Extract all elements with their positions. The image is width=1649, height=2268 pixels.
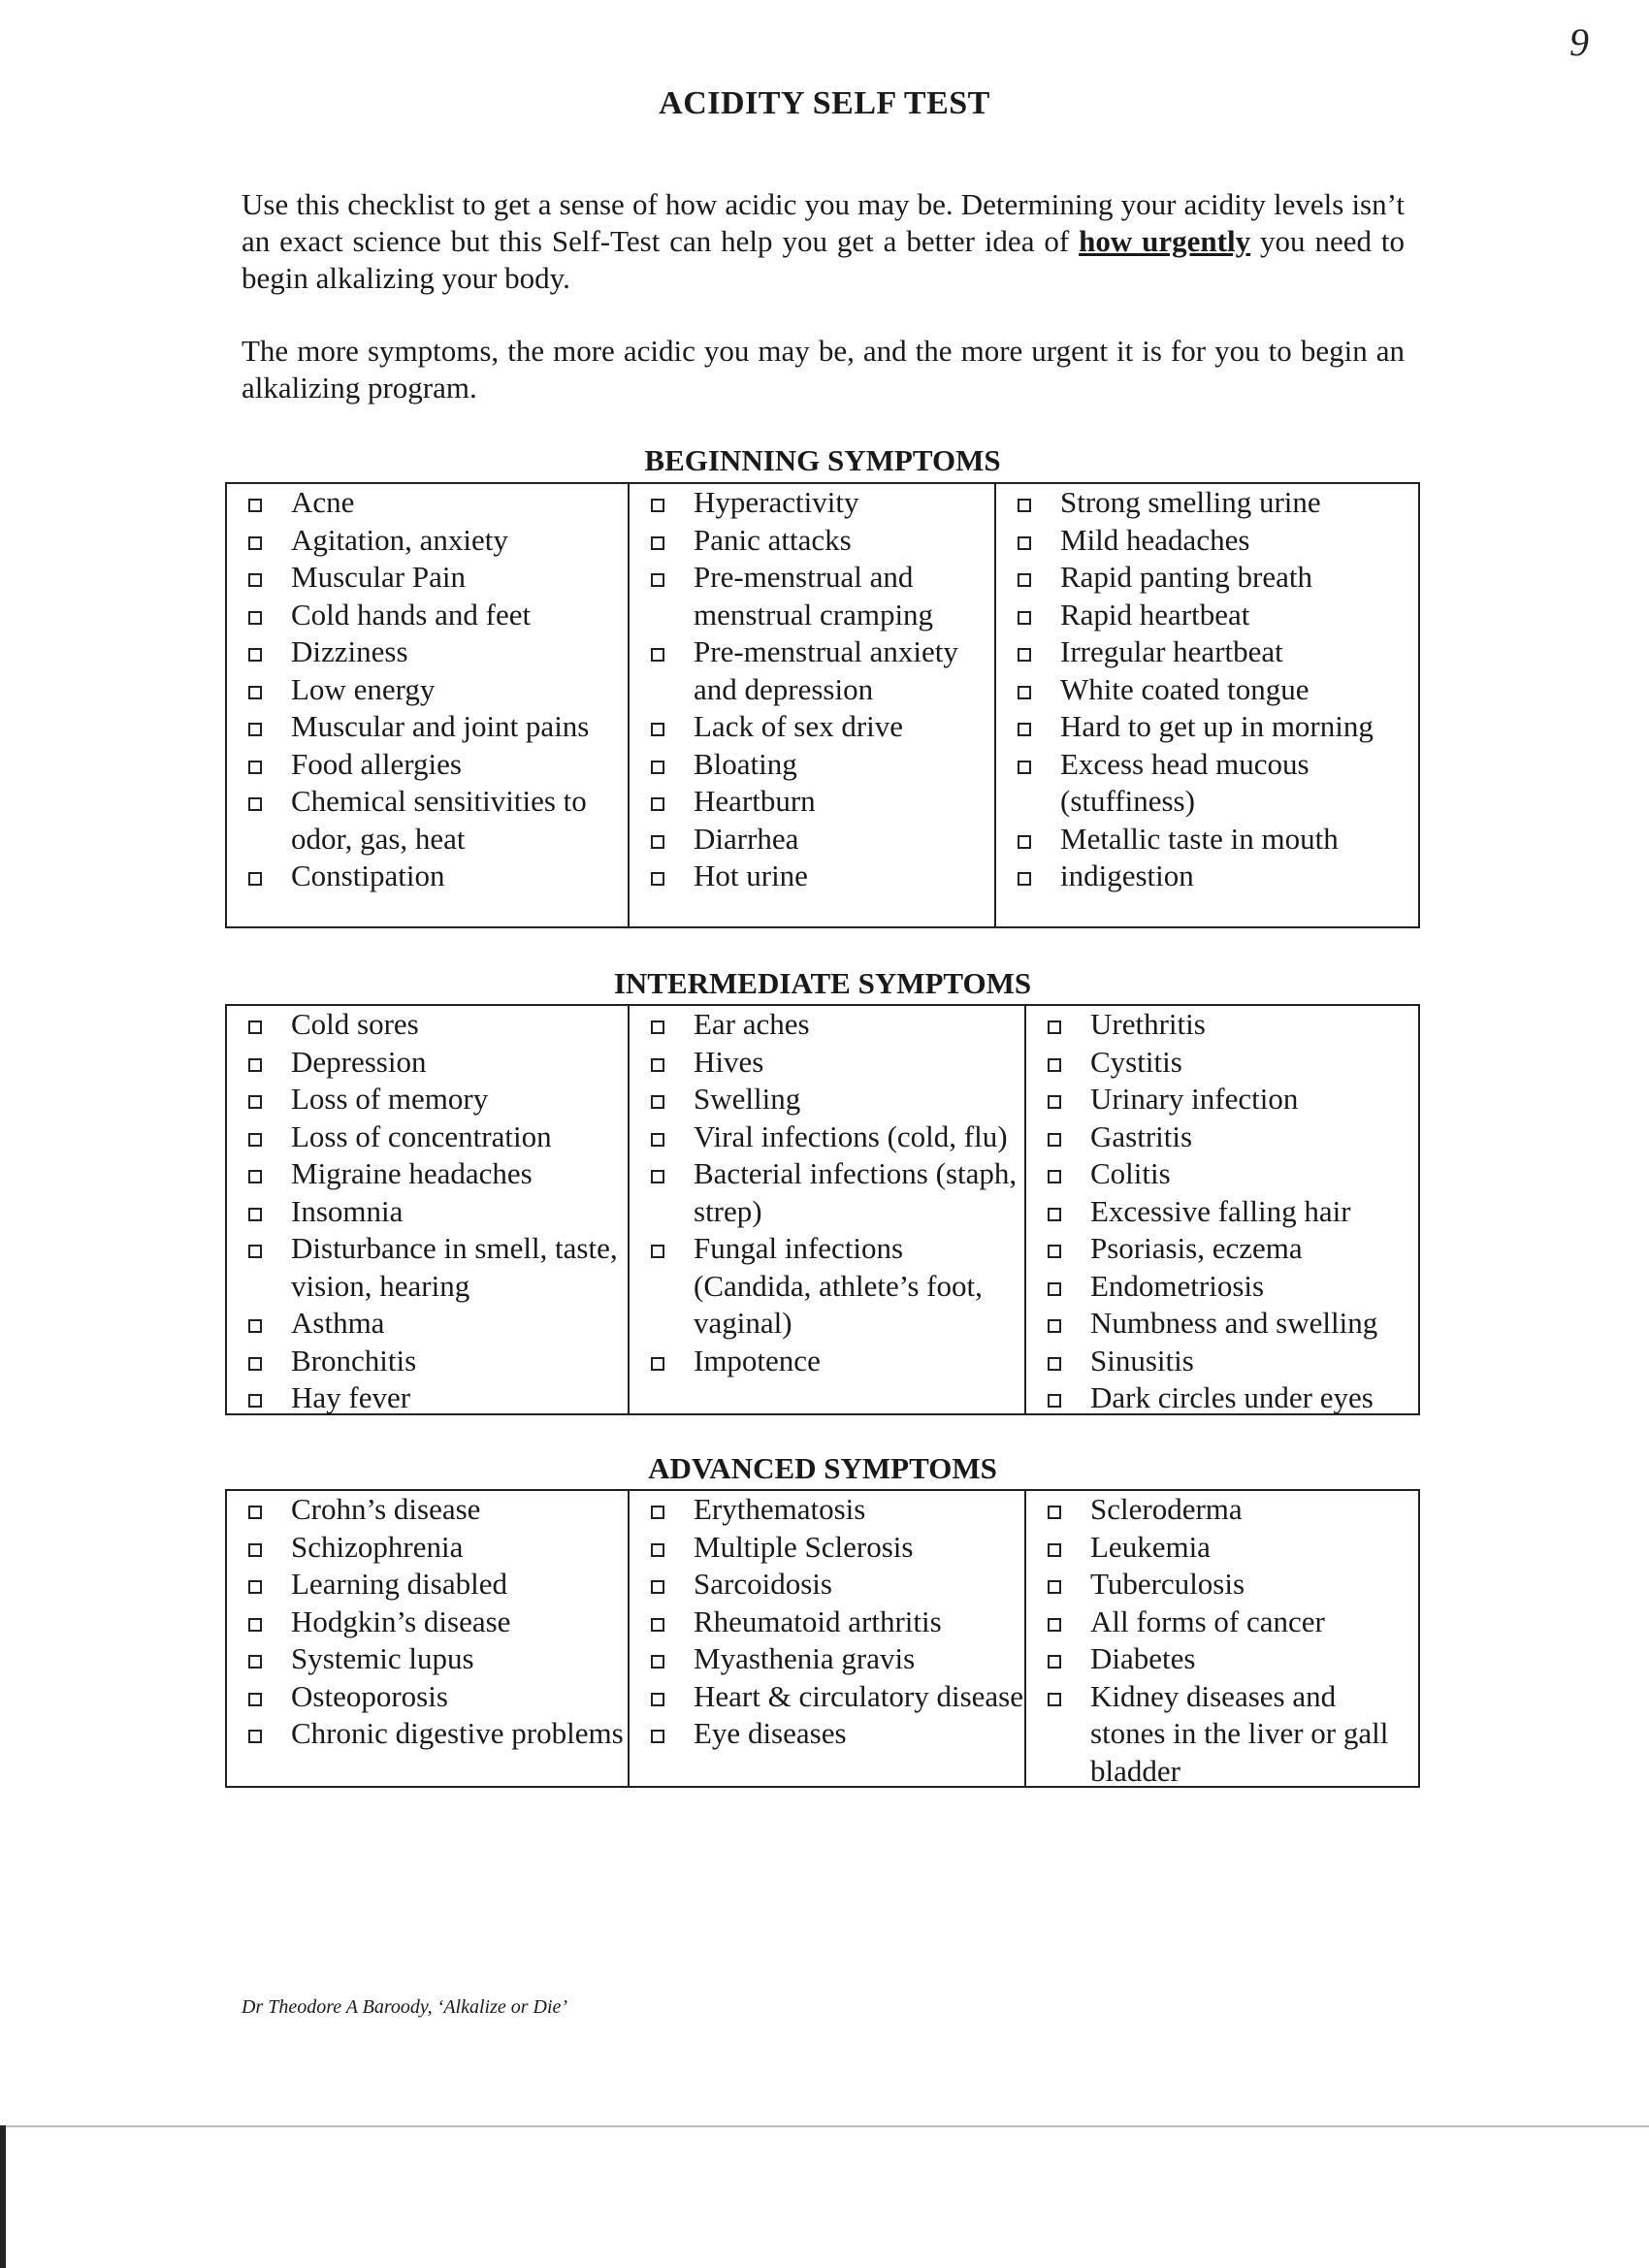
symptom-label: Endometriosis	[1090, 1268, 1265, 1303]
symptom-item	[241, 522, 628, 560]
symptom-label: Excessive falling hair	[1090, 1193, 1351, 1228]
symptom-item	[1040, 1604, 1418, 1641]
checkbox-icon[interactable]	[248, 499, 262, 512]
checkbox-icon[interactable]	[651, 499, 664, 512]
symptom-label: Agitation, anxiety	[291, 522, 508, 557]
checkbox-icon[interactable]	[248, 1394, 262, 1408]
checkbox-icon[interactable]	[248, 1693, 262, 1706]
symptom-label: Pre-menstrual and menstrual cramping	[694, 560, 934, 632]
checkbox-icon[interactable]	[1048, 1357, 1061, 1371]
symptom-label: Acne	[291, 485, 355, 519]
checkbox-icon[interactable]	[1048, 1580, 1061, 1594]
checkbox-icon[interactable]	[1048, 1208, 1061, 1221]
symptom-label: Bloating	[694, 746, 797, 781]
symptom-item	[643, 484, 994, 522]
symptom-item	[241, 1566, 628, 1604]
checkbox-icon[interactable]	[1018, 536, 1031, 550]
symptom-label: Hay fever	[291, 1380, 411, 1414]
symptom-item	[643, 1118, 1024, 1156]
symptom-label: Systemic lupus	[291, 1641, 474, 1675]
intro-text-2: you need to begin alkalizing your body.	[242, 224, 1405, 295]
symptom-list	[241, 484, 628, 895]
symptom-label: Hyperactivity	[694, 485, 859, 519]
symptom-item	[643, 633, 994, 708]
symptom-label: Diabetes	[1090, 1641, 1196, 1675]
checkbox-icon[interactable]	[651, 761, 664, 774]
symptom-item	[1010, 671, 1418, 709]
symptom-item	[241, 1715, 628, 1753]
symptom-item	[241, 1006, 628, 1044]
section-heading-beginning: BEGINNING SYMPTOMS	[644, 443, 1001, 477]
symptom-label: Cold hands and feet	[291, 597, 532, 632]
checkbox-icon[interactable]	[1048, 1543, 1061, 1557]
symptom-item	[241, 1230, 628, 1305]
symptom-item	[1040, 1155, 1418, 1193]
symptom-item	[643, 1230, 1024, 1343]
symptom-item	[241, 1529, 628, 1567]
checkbox-icon[interactable]	[248, 1208, 262, 1221]
symptom-item	[1010, 821, 1418, 859]
symptom-label: indigestion	[1060, 859, 1194, 892]
symptom-item	[1040, 1305, 1418, 1343]
checkbox-icon[interactable]	[1048, 1133, 1061, 1147]
checkbox-icon[interactable]	[1048, 1058, 1061, 1072]
symptom-item	[1010, 746, 1418, 821]
checkbox-icon[interactable]	[651, 1021, 664, 1034]
symptom-item	[241, 484, 628, 522]
symptom-label: Rapid heartbeat	[1060, 597, 1250, 632]
checkbox-icon[interactable]	[1018, 872, 1031, 886]
symptom-label: Urethritis	[1090, 1007, 1206, 1041]
symptom-grid-intermediate	[225, 1004, 1420, 1415]
symptom-label: Schizophrenia	[291, 1529, 464, 1564]
symptom-label: Irregular heartbeat	[1060, 634, 1283, 668]
symptom-list	[1040, 1491, 1418, 1790]
symptom-item	[241, 1604, 628, 1641]
symptom-label: Learning disabled	[291, 1567, 507, 1601]
checkbox-icon[interactable]	[651, 872, 664, 886]
intro-emphasis: how urgently	[1079, 224, 1251, 258]
symptom-label: Multiple Sclerosis	[694, 1529, 914, 1564]
symptom-label: Hard to get up in morning	[1060, 709, 1374, 743]
symptom-label: Loss of concentration	[291, 1118, 552, 1153]
symptom-item	[1040, 1044, 1418, 1082]
symptom-item	[1010, 522, 1418, 560]
section-heading-advanced: ADVANCED SYMPTOMS	[648, 1451, 997, 1485]
symptom-label: Lack of sex drive	[694, 709, 904, 743]
symptom-label: Pre-menstrual anxiety and depression	[694, 634, 958, 706]
symptom-label: Sinusitis	[1090, 1343, 1194, 1377]
symptom-label: Chronic digestive problems	[291, 1716, 624, 1750]
symptom-label: Impotence	[694, 1343, 821, 1377]
checkbox-icon[interactable]	[651, 1095, 664, 1109]
symptom-item	[643, 1044, 1024, 1082]
checkbox-icon[interactable]	[248, 648, 262, 662]
symptom-column	[994, 484, 1418, 926]
symptom-label: Low energy	[291, 671, 436, 706]
symptom-item	[643, 821, 994, 859]
checkbox-icon[interactable]	[248, 1095, 262, 1109]
symptom-label: Fungal infections (Candida, athlete’s foot, vaginal)	[694, 1231, 983, 1340]
symptom-item	[643, 1678, 1024, 1716]
symptom-list	[643, 1006, 1024, 1379]
symptom-item	[241, 559, 628, 597]
symptom-label: Loss of memory	[291, 1082, 489, 1116]
symptom-column	[227, 484, 628, 926]
checkbox-icon[interactable]	[651, 573, 664, 587]
checkbox-icon[interactable]	[248, 1245, 262, 1258]
symptom-item	[1040, 1193, 1418, 1231]
symptom-label: Hodgkin’s disease	[291, 1604, 511, 1638]
checkbox-icon[interactable]	[248, 723, 262, 736]
symptom-item	[643, 746, 994, 784]
checkbox-icon[interactable]	[248, 573, 262, 587]
checkbox-icon[interactable]	[248, 1655, 262, 1669]
symptom-item	[241, 671, 628, 709]
checkbox-icon[interactable]	[248, 1506, 262, 1519]
checkbox-icon[interactable]	[248, 872, 262, 886]
symptom-item	[643, 1491, 1024, 1529]
symptom-label: Leukemia	[1090, 1529, 1211, 1564]
checkbox-icon[interactable]	[651, 1245, 664, 1258]
symptom-label: Cystitis	[1090, 1044, 1182, 1079]
symptom-grid-beginning	[225, 482, 1420, 928]
checkbox-icon[interactable]	[651, 1693, 664, 1706]
symptom-item	[1010, 559, 1418, 597]
symptom-label: Diarrhea	[694, 821, 799, 856]
symptom-label: Gastritis	[1090, 1118, 1193, 1153]
symptom-item	[1040, 1343, 1418, 1380]
symptom-item	[1040, 1491, 1418, 1529]
checkbox-icon[interactable]	[1018, 723, 1031, 736]
symptom-label: Scleroderma	[1090, 1492, 1243, 1526]
intro-paragraph-1	[242, 186, 1405, 297]
symptom-item	[241, 858, 628, 895]
symptom-item	[643, 708, 994, 746]
symptom-item	[643, 1343, 1024, 1380]
symptom-label: Panic attacks	[694, 522, 852, 557]
checkbox-icon[interactable]	[651, 1618, 664, 1632]
symptom-column	[628, 484, 994, 926]
symptom-item	[241, 1379, 628, 1417]
symptom-label: Tuberculosis	[1090, 1567, 1245, 1601]
checkbox-icon[interactable]	[1048, 1693, 1061, 1706]
symptom-column	[1024, 1491, 1418, 1786]
symptom-label: Cold sores	[291, 1007, 419, 1041]
checkbox-icon[interactable]	[248, 686, 262, 699]
symptom-list	[643, 1491, 1024, 1753]
checkbox-icon[interactable]	[651, 1133, 664, 1147]
checkbox-icon[interactable]	[1048, 1021, 1061, 1034]
checkbox-icon[interactable]	[248, 1357, 262, 1371]
checkbox-icon[interactable]	[1048, 1655, 1061, 1669]
checkbox-icon[interactable]	[651, 1730, 664, 1743]
symptom-item	[241, 1118, 628, 1156]
checkbox-icon[interactable]	[651, 1506, 664, 1519]
symptom-label: Muscular Pain	[291, 560, 466, 594]
symptom-item	[643, 522, 994, 560]
symptom-item	[1010, 484, 1418, 522]
symptom-label: All forms of cancer	[1090, 1604, 1325, 1638]
checkbox-icon[interactable]	[651, 723, 664, 736]
page-title: ACIDITY SELF TEST	[659, 85, 990, 121]
symptom-item	[1010, 858, 1418, 895]
intro-paragraph-2: The more symptoms, the more acidic you may be, and the more urgent it is for you to begin an alkalizing program.	[242, 334, 1405, 405]
symptom-item	[241, 597, 628, 634]
symptom-label: Depression	[291, 1044, 427, 1079]
symptom-label: Heart & circulatory disease	[694, 1678, 1023, 1713]
symptom-item	[1040, 1268, 1418, 1306]
symptom-item	[1040, 1118, 1418, 1156]
checkbox-icon[interactable]	[248, 1543, 262, 1557]
checkbox-icon[interactable]	[1048, 1394, 1061, 1408]
checkbox-icon[interactable]	[651, 1170, 664, 1183]
symptom-label: Chemical sensitivities to odor, gas, heat	[291, 784, 587, 856]
symptom-label: Psoriasis, eczema	[1090, 1231, 1303, 1265]
symptom-label: Mild headaches	[1060, 522, 1250, 557]
symptom-item	[1010, 708, 1418, 746]
symptom-item	[643, 559, 994, 633]
checkbox-icon[interactable]	[248, 1170, 262, 1183]
checkbox-icon[interactable]	[1018, 648, 1031, 662]
symptom-label: Excess head mucous (stuffiness)	[1060, 746, 1310, 818]
checkbox-icon[interactable]	[651, 1543, 664, 1557]
checkbox-icon[interactable]	[651, 835, 664, 849]
symptom-label: Constipation	[291, 859, 445, 892]
symptom-label: Dark circles under eyes	[1090, 1380, 1374, 1414]
checkbox-icon[interactable]	[1048, 1170, 1061, 1183]
symptom-label: Disturbance in smell, taste, vision, hearing	[291, 1231, 618, 1303]
symptom-label: Hot urine	[694, 859, 808, 892]
checkbox-icon[interactable]	[1048, 1618, 1061, 1632]
symptom-item	[643, 1155, 1024, 1230]
symptom-item	[241, 1678, 628, 1716]
checkbox-icon[interactable]	[248, 761, 262, 774]
symptom-item	[643, 858, 994, 895]
symptom-grid-advanced	[225, 1489, 1420, 1788]
symptom-label: Viral infections (cold, flu)	[694, 1118, 1008, 1153]
symptom-label: Erythematosis	[694, 1492, 866, 1526]
symptom-label: Hives	[694, 1044, 764, 1079]
symptom-label: Kidney diseases and stones in the liver or gall bladder	[1090, 1678, 1389, 1788]
symptom-label: Osteoporosis	[291, 1678, 448, 1713]
symptom-label: Eye diseases	[694, 1716, 847, 1750]
symptom-item	[241, 1081, 628, 1118]
symptom-item	[1040, 1230, 1418, 1268]
symptom-item	[241, 1491, 628, 1529]
symptom-list	[1010, 484, 1418, 895]
scan-edge-mark	[0, 2125, 6, 2268]
symptom-label: Crohn’s disease	[291, 1492, 481, 1526]
symptom-item	[643, 1715, 1024, 1753]
checkbox-icon[interactable]	[1018, 573, 1031, 587]
symptom-label: Metallic taste in mouth	[1060, 821, 1339, 856]
symptom-item	[241, 746, 628, 784]
symptom-item	[643, 1640, 1024, 1678]
symptom-column	[628, 1491, 1024, 1786]
checkbox-icon[interactable]	[1048, 1245, 1061, 1258]
checkbox-icon[interactable]	[248, 1133, 262, 1147]
symptom-item	[241, 633, 628, 671]
symptom-label: Muscular and joint pains	[291, 709, 590, 743]
checkbox-icon[interactable]	[248, 1730, 262, 1743]
checkbox-icon[interactable]	[248, 1580, 262, 1594]
checkbox-icon[interactable]	[248, 797, 262, 811]
symptom-label: Heartburn	[694, 784, 816, 818]
symptom-item	[1040, 1640, 1418, 1678]
symptom-label: Ear aches	[694, 1007, 810, 1041]
checkbox-icon[interactable]	[248, 611, 262, 625]
page-bottom-rule	[0, 2125, 1649, 2127]
symptom-label: Migraine headaches	[291, 1156, 533, 1190]
checkbox-icon[interactable]	[651, 1058, 664, 1072]
symptom-list	[241, 1006, 628, 1417]
symptom-item	[643, 783, 994, 821]
symptom-column	[227, 1491, 628, 1786]
symptom-item	[241, 783, 628, 858]
checkbox-icon[interactable]	[1018, 686, 1031, 699]
checkbox-icon[interactable]	[1018, 611, 1031, 625]
symptom-list	[643, 484, 994, 895]
symptom-item	[1010, 633, 1418, 671]
symptom-label: Myasthenia gravis	[694, 1641, 916, 1675]
symptom-label: Food allergies	[291, 746, 462, 781]
symptom-item	[241, 1305, 628, 1343]
checkbox-icon[interactable]	[248, 1618, 262, 1632]
symptom-item	[241, 708, 628, 746]
symptom-column	[227, 1006, 628, 1413]
symptom-label: Numbness and swelling	[1090, 1306, 1378, 1340]
symptom-item	[1040, 1678, 1418, 1791]
symptom-item	[1040, 1006, 1418, 1044]
checkbox-icon[interactable]	[651, 797, 664, 811]
checkbox-icon[interactable]	[651, 1357, 664, 1371]
checkbox-icon[interactable]	[1018, 835, 1031, 849]
checkbox-icon[interactable]	[651, 1580, 664, 1594]
symptom-list	[241, 1491, 628, 1753]
symptom-label: Bacterial infections (staph, strep)	[694, 1156, 1018, 1228]
checkbox-icon[interactable]	[651, 1655, 664, 1669]
checkbox-icon[interactable]	[248, 1021, 262, 1034]
symptom-label: Dizziness	[291, 634, 408, 668]
symptom-label: Colitis	[1090, 1156, 1171, 1190]
section-heading-intermediate: INTERMEDIATE SYMPTOMS	[613, 966, 1032, 1000]
symptom-item	[241, 1044, 628, 1082]
checkbox-icon[interactable]	[651, 648, 664, 662]
checkbox-icon[interactable]	[248, 536, 262, 550]
symptom-label: Sarcoidosis	[694, 1567, 832, 1601]
symptom-label: Bronchitis	[291, 1343, 417, 1377]
symptom-item	[1040, 1081, 1418, 1118]
symptom-item	[643, 1604, 1024, 1641]
symptom-item	[1040, 1529, 1418, 1567]
checkbox-icon[interactable]	[1048, 1506, 1061, 1519]
checkbox-icon[interactable]	[1018, 761, 1031, 774]
page-number: 9	[1569, 20, 1589, 64]
symptom-item	[643, 1566, 1024, 1604]
intro-text-1: Use this checklist to get a sense of how acidic you may be. Determining your acidity levels isn’t an exact science but this Self-Test can help you get a better idea of	[242, 187, 1405, 258]
symptom-item	[241, 1640, 628, 1678]
symptom-label: White coated tongue	[1060, 671, 1310, 706]
symptom-label: Asthma	[291, 1306, 385, 1340]
checkbox-icon[interactable]	[1048, 1282, 1061, 1296]
checkbox-icon[interactable]	[651, 536, 664, 550]
symptom-item	[643, 1529, 1024, 1567]
checkbox-icon[interactable]	[248, 1058, 262, 1072]
symptom-item	[1040, 1566, 1418, 1604]
symptom-item	[241, 1343, 628, 1380]
checkbox-icon[interactable]	[1048, 1319, 1061, 1333]
checkbox-icon[interactable]	[1048, 1095, 1061, 1109]
symptom-item	[1040, 1379, 1418, 1417]
checkbox-icon[interactable]	[248, 1319, 262, 1333]
symptom-item	[643, 1006, 1024, 1044]
symptom-item	[241, 1193, 628, 1231]
symptom-item	[241, 1155, 628, 1193]
symptom-label: Swelling	[694, 1082, 801, 1116]
symptom-column	[628, 1006, 1024, 1413]
symptom-column	[1024, 1006, 1418, 1413]
symptom-label: Urinary infection	[1090, 1082, 1299, 1116]
symptom-item	[643, 1081, 1024, 1118]
symptom-list	[1040, 1006, 1418, 1417]
footer-citation: Dr Theodore A Baroody, ‘Alkalize or Die’	[242, 1996, 568, 2018]
symptom-label: Strong smelling urine	[1060, 485, 1321, 519]
symptom-label: Rheumatoid arthritis	[694, 1604, 942, 1638]
checkbox-icon[interactable]	[1018, 499, 1031, 512]
symptom-label: Insomnia	[291, 1193, 404, 1228]
symptom-label: Rapid panting breath	[1060, 560, 1312, 594]
symptom-item	[1010, 597, 1418, 634]
